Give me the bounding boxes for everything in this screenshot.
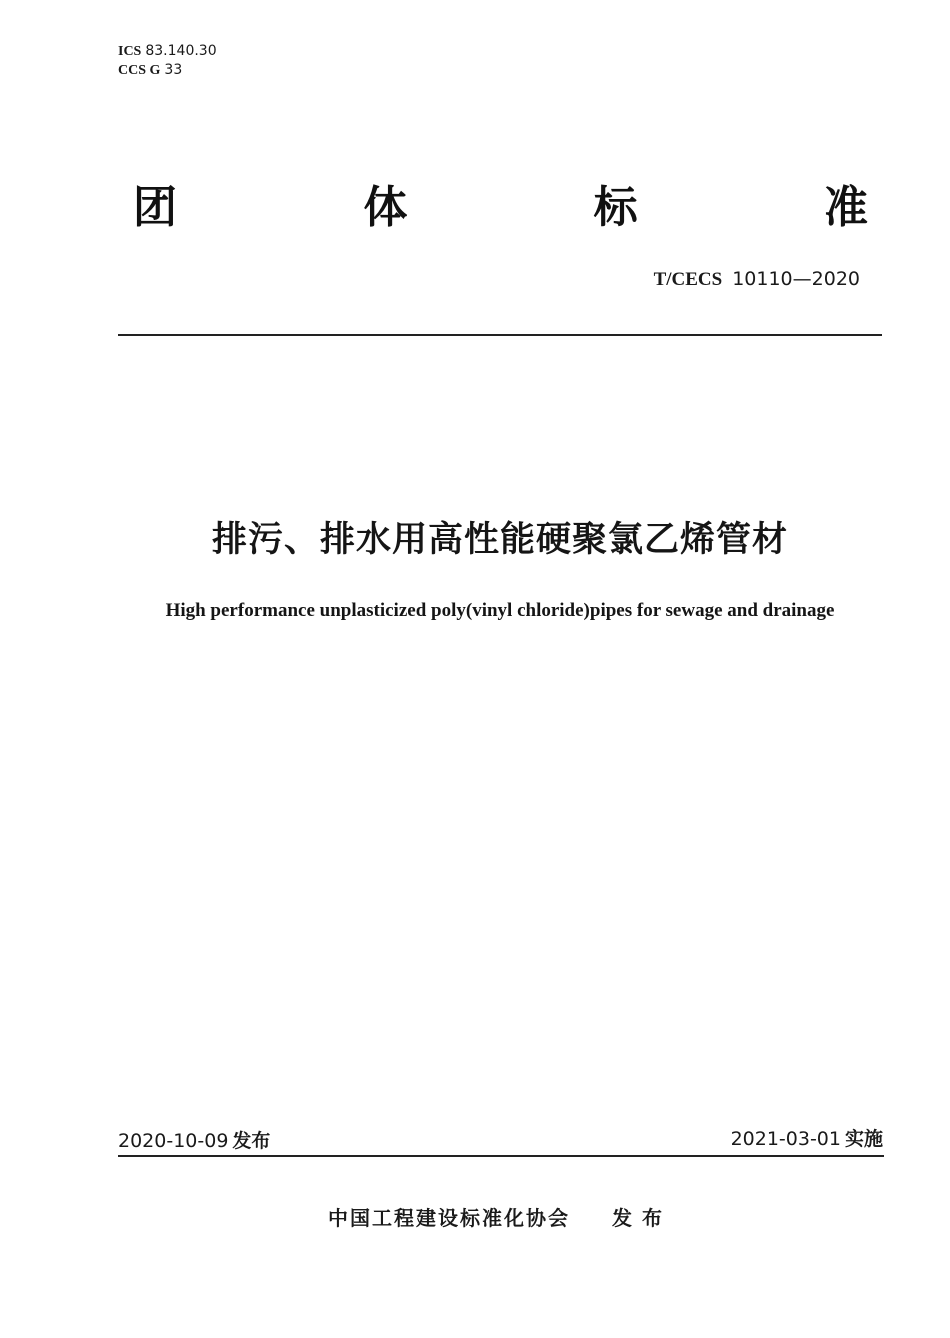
ics-code [118,42,217,61]
doc-type-char-2: 体 [363,182,408,233]
doc-type-char-4: 准 [823,182,868,233]
publisher-line [0,1202,950,1231]
implementation-label: 实施 [844,1128,883,1150]
implementation-date-block [731,1124,883,1151]
implementation-date: 2021-03-01 [730,1128,841,1150]
publisher-organization: 中国工程建设标准化协会 [328,1206,570,1230]
ccs-value: 33 [164,62,183,78]
issue-label: 发布 [232,1130,271,1152]
doc-type-char-3: 标 [593,182,638,233]
ccs-label: CCS G [118,63,161,78]
issue-date: 2020-10-09 [118,1130,229,1152]
document-type-heading [133,178,868,238]
standard-number [654,268,860,291]
header-divider [118,334,882,336]
doc-type-char-1: 团 [133,182,177,233]
standard-code: 10110—2020 [732,268,860,290]
title-english: High performance unplasticized poly(vinyl chloride)pipes for sewage and drainage [165,600,835,621]
standard-prefix: T/CECS [653,269,723,290]
classification-codes [118,42,217,80]
footer-divider [118,1155,884,1157]
title-chinese: 排污、排水用高性能硬聚氯乙烯管材 [211,520,788,560]
issue-date-block [118,1126,270,1153]
ics-label: ICS [118,44,142,59]
ccs-code [118,61,217,80]
publisher-action: 发布 [612,1206,672,1230]
ics-value: 83.140.30 [145,43,217,59]
